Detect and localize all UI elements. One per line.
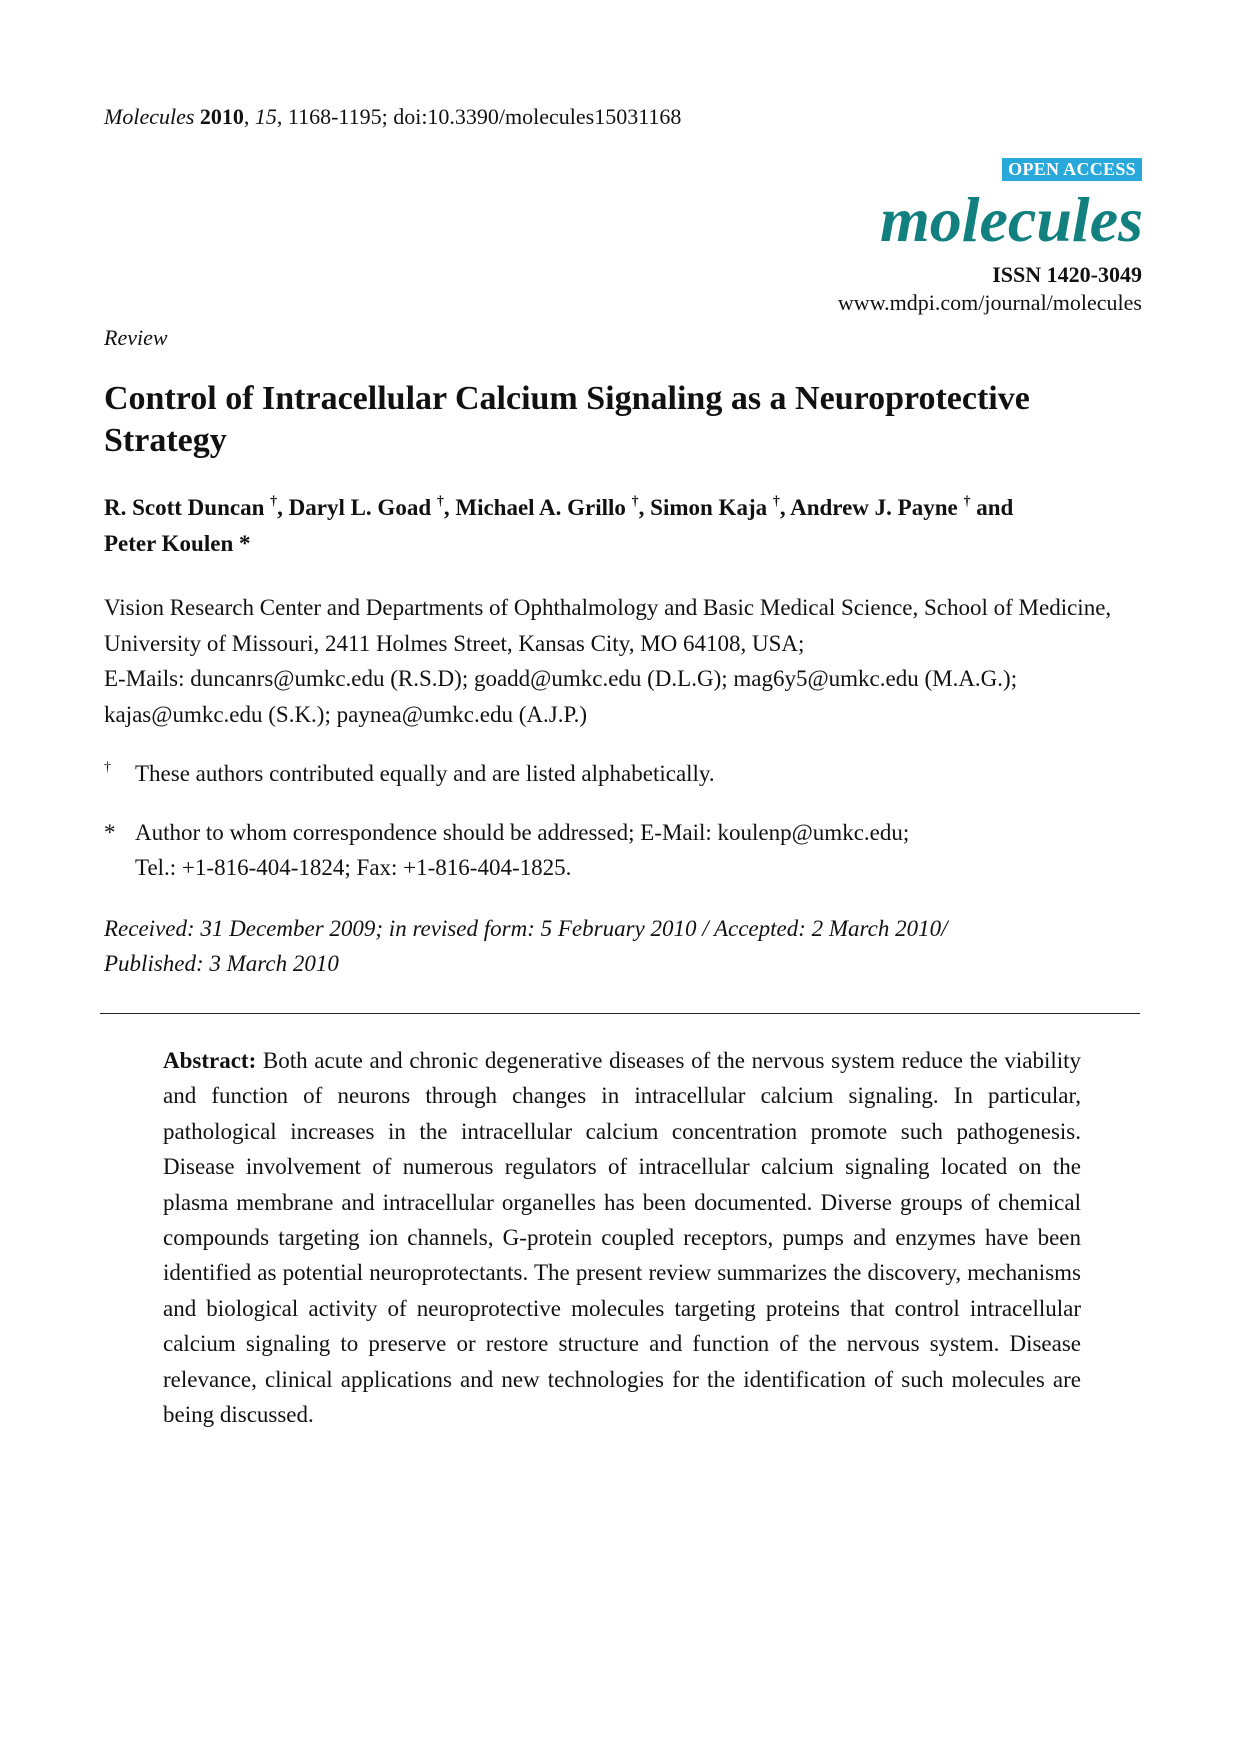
footnote-equal-contribution	[104, 756, 1144, 791]
journal-logo-text: molecules	[879, 184, 1143, 255]
author-name: Daryl L. Goad	[288, 495, 432, 520]
dates-line-2: Published: 3 March 2010	[104, 951, 339, 976]
affiliation-address: Vision Research Center and Departments of Ophthalmology and Basic Medical Science, School of Medicine, University of Missouri, 2411 Holmes Street, Kansas City, MO 64108, USA;	[104, 595, 1112, 656]
affiliation	[104, 590, 1144, 732]
author-list	[104, 490, 1144, 562]
author-separator: ,	[277, 495, 289, 520]
author-separator: ,	[779, 495, 791, 520]
citation-pages-doi: , 1168-1195; doi:10.3390/molecules15031168	[276, 104, 682, 129]
affiliation-emails: E-Mails: duncanrs@umkc.edu (R.S.D); goadd@umkc.edu (D.L.G); mag6y5@umkc.edu (M.A.G.); kajas@umkc.edu (S.K.); paynea@umkc.edu (A.J.P.)	[104, 666, 1018, 727]
article-type: Review	[104, 325, 168, 350]
asterisk-mark: *	[104, 820, 116, 845]
author-name: R. Scott Duncan	[104, 495, 265, 520]
author-mark: †	[631, 494, 639, 509]
citation-line: Molecules 2010, 15, 1168-1195; doi:10.3390/molecules15031168	[104, 104, 682, 129]
author-separator: and	[970, 495, 1014, 520]
citation-journal: Molecules	[104, 104, 195, 129]
dates-line-1: Received: 31 December 2009; in revised form: 5 February 2010 / Accepted: 2 March 2010/	[104, 916, 948, 941]
abstract-text: Both acute and chronic degenerative diseases of the nervous system reduce the viability and function of neurons through changes in intracellular calcium signaling. In particular, pathological increases in the intracellular calcium concentration promote such pathogenesis. Disease involvement of numerous regulators of intracellular calcium signaling located on the plasma membrane and intracellular organelles has been documented. Diverse groups of chemical compounds targeting ion channels, G-protein coupled receptors, pumps and enzymes have been identified as potential neuroprotectants. The present review summarizes the discovery, mechanisms and biological activity of neuroprotective molecules targeting proteins that control intracellular calcium signaling to preserve or restore structure and function of the nervous system. Disease relevance, clinical applications and new technologies for the identification of such molecules are being discussed.	[163, 1048, 1082, 1428]
correspondence-line-2: Tel.: +1-816-404-1824; Fax: +1-816-404-1825.	[135, 855, 572, 880]
horizontal-rule	[100, 1013, 1140, 1014]
citation-volume: 15	[254, 104, 277, 129]
author-mark: †	[436, 494, 444, 509]
author-name: Peter Koulen *	[104, 531, 251, 556]
author-separator: ,	[443, 495, 456, 520]
citation-year: 2010	[199, 104, 244, 129]
issn: ISSN 1420-3049	[992, 262, 1142, 287]
correspondence-line-1: Author to whom correspondence should be addressed; E-Mail: koulenp@umkc.edu;	[135, 820, 910, 845]
author-name: Andrew J. Payne	[790, 495, 958, 520]
abstract-label: Abstract:	[163, 1048, 257, 1073]
author-name: Michael A. Grillo	[455, 495, 626, 520]
abstract	[163, 1043, 1081, 1432]
journal-url[interactable]: www.mdpi.com/journal/molecules	[837, 290, 1142, 315]
author-name: Simon Kaja	[650, 495, 768, 520]
author-separator: ,	[638, 495, 651, 520]
footnote-correspondence	[104, 815, 1144, 885]
author-mark: †	[963, 494, 971, 509]
author-mark: †	[772, 494, 780, 509]
footnote-text: These authors contributed equally and are listed alphabetically.	[135, 761, 715, 786]
author-mark: †	[270, 494, 278, 509]
dagger-mark: †	[104, 760, 111, 775]
publication-dates	[104, 911, 1144, 981]
open-access-badge: OPEN ACCESS	[1002, 158, 1142, 181]
article-title: Control of Intracellular Calcium Signaling as a Neuroprotective Strategy	[104, 380, 1030, 459]
